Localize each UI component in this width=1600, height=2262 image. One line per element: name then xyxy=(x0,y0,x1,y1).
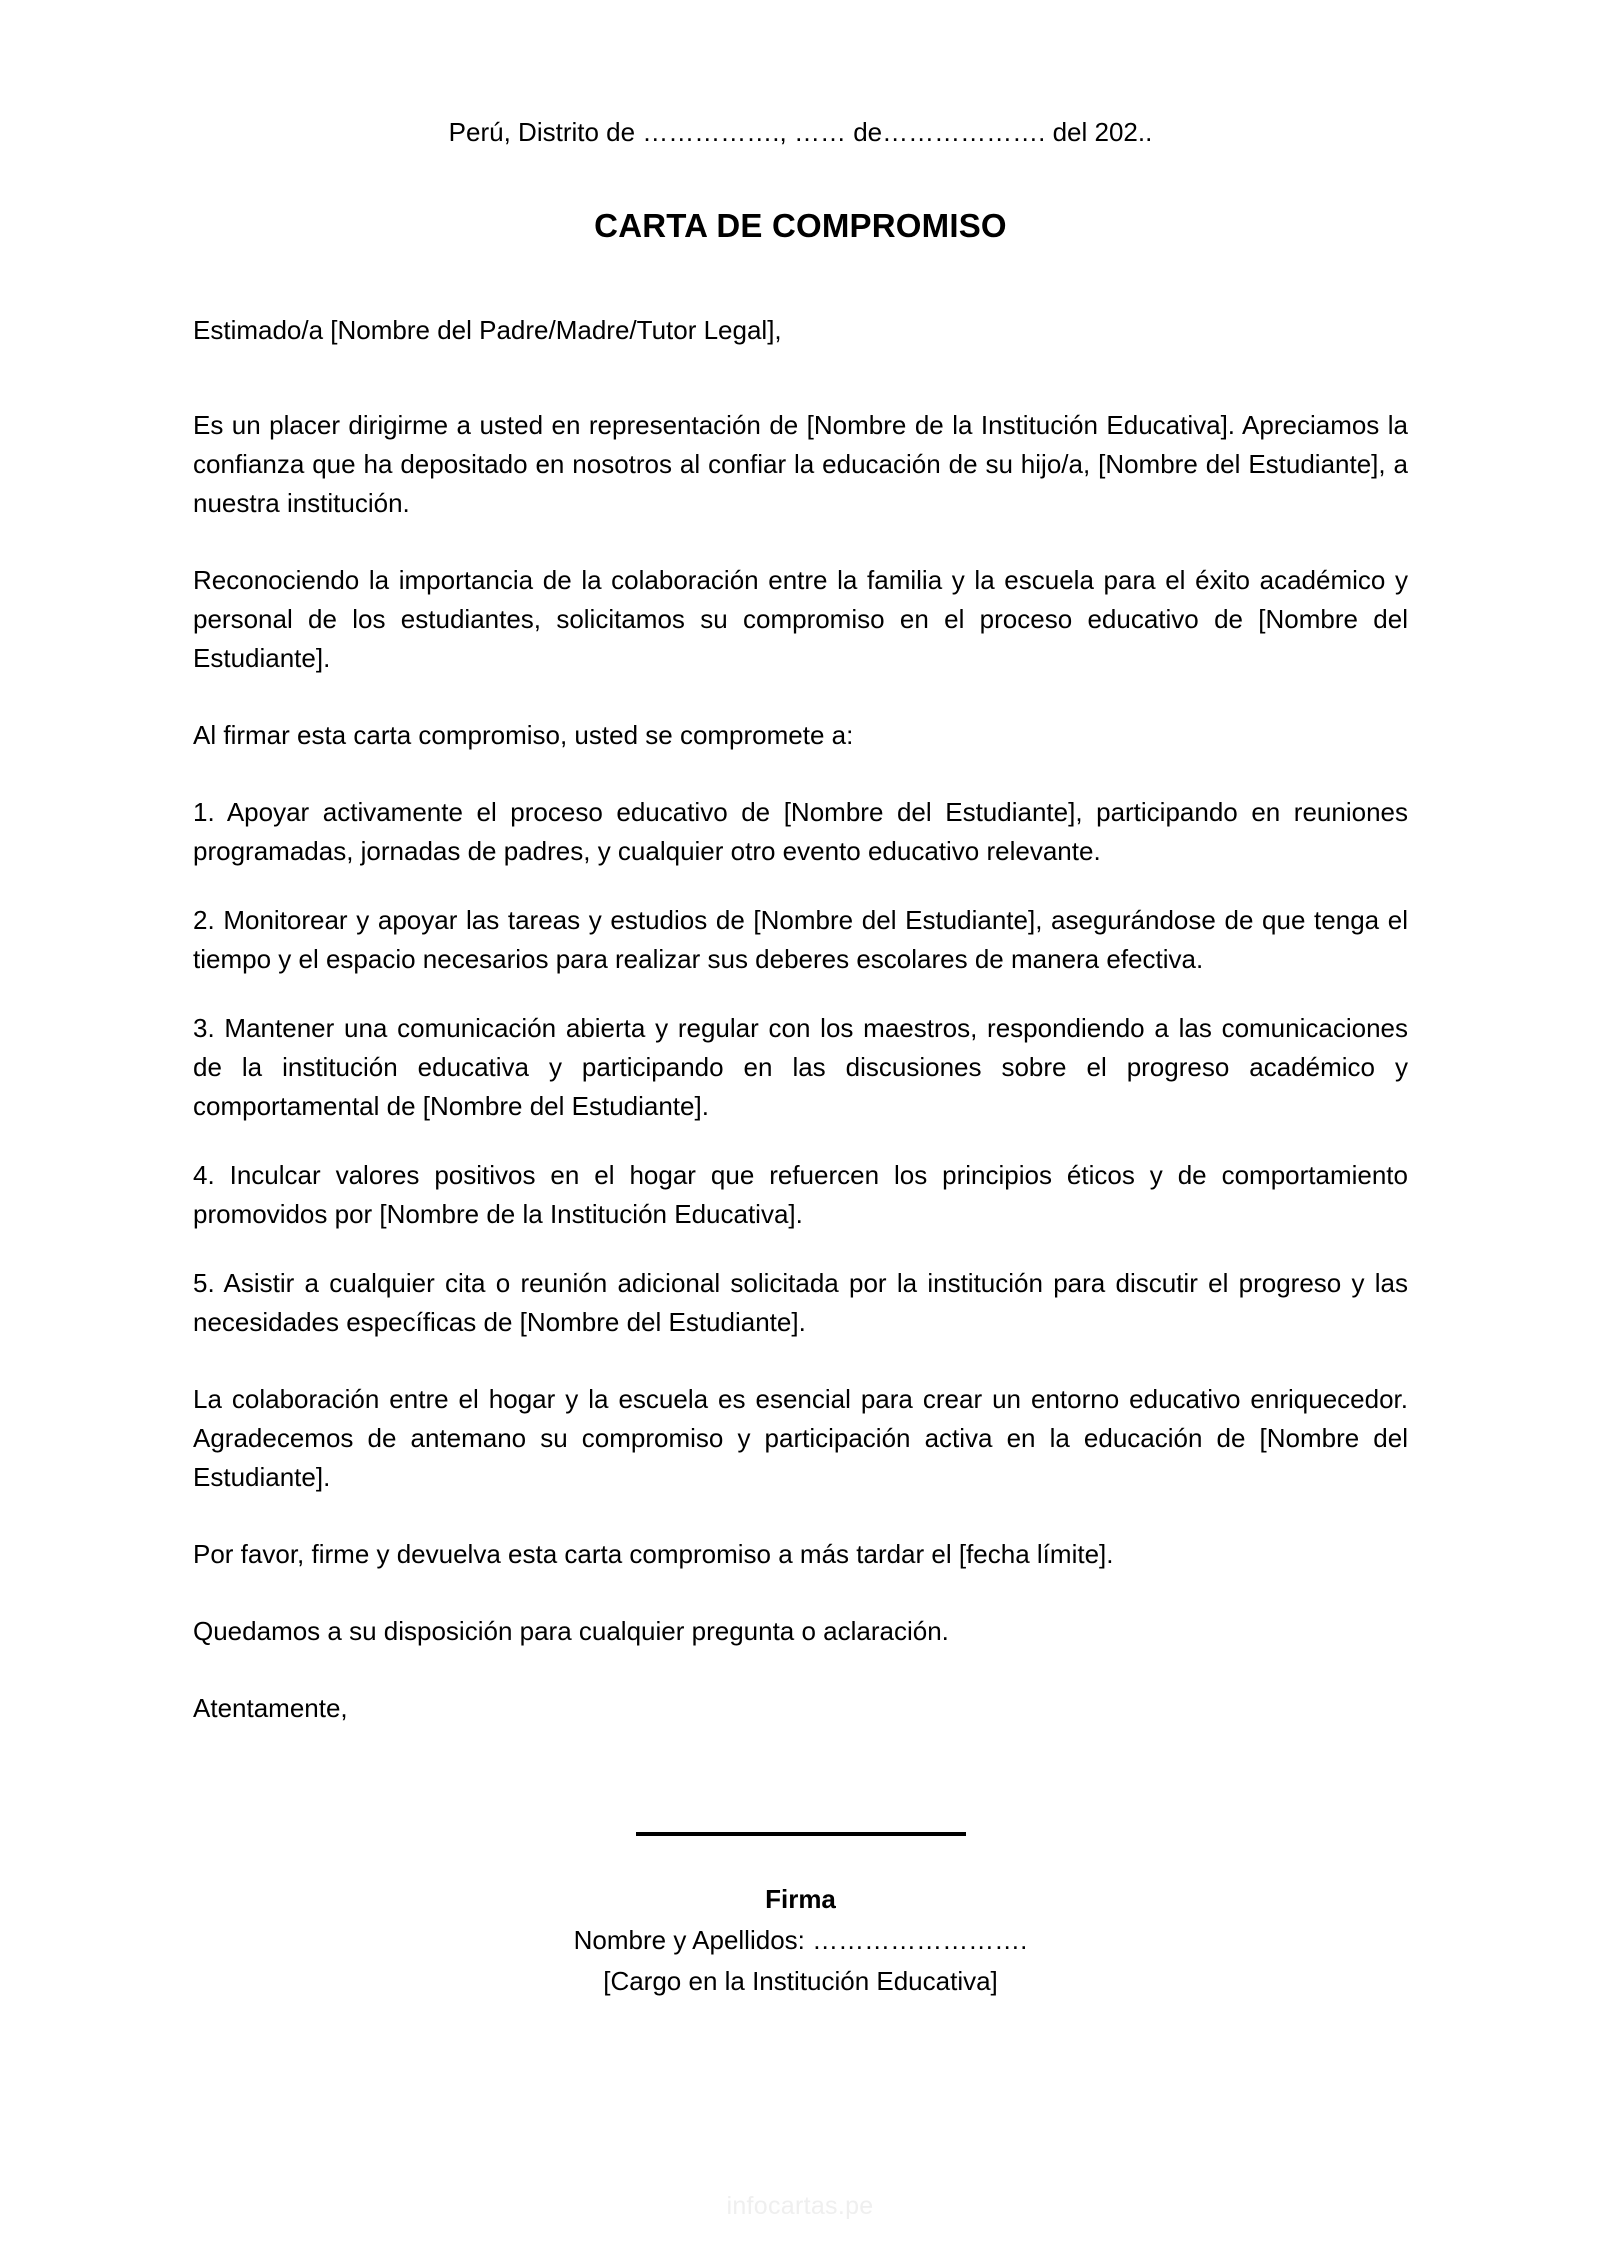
commitment-item: 1. Apoyar activamente el proceso educativo de [Nombre del Estudiante], participando en reuniones programadas, jornadas de padres, y cualquier otro evento educativo relevante. xyxy=(193,796,1408,866)
signature-name-field: Nombre y Apellidos: ……………………. xyxy=(573,1924,1028,1955)
spacer xyxy=(193,1342,1408,1380)
spacer xyxy=(193,523,1408,561)
closing-paragraph: La colaboración entre el hogar y la escuela es esencial para crear un entorno educativo enriquecedor. Agradecemos de antemano su compromiso y participación activa en la educación de [Nombre del Estudiante]. xyxy=(193,1383,1408,1492)
valediction: Atentamente, xyxy=(193,1692,348,1723)
spacer xyxy=(193,979,1408,1009)
spacer xyxy=(193,350,1408,406)
signature-line-wrapper xyxy=(193,1728,1408,1844)
spacer xyxy=(193,245,1408,311)
page-title: CARTA DE COMPROMISO xyxy=(594,206,1007,244)
signature-rule xyxy=(636,1832,966,1836)
commitment-item: 4. Inculcar valores positivos en el hogar que refuercen los principios éticos y de comportamiento promovidos por [Nombre de la Institución Educativa]. xyxy=(193,1159,1408,1229)
salutation: Estimado/a [Nombre del Padre/Madre/Tutor Legal], xyxy=(193,314,782,345)
body-paragraph: Es un placer dirigirme a usted en representación de [Nombre de la Institución Educativa]. Apreciamos la confianza que ha depositado en nosotros al confiar la educación de su hijo/a, [Nombre del Estudiante], a nuestra institución. xyxy=(193,409,1408,518)
closing-paragraph: Por favor, firme y devuelva esta carta compromiso a más tardar el [fecha límite]. xyxy=(193,1538,1114,1569)
signature-role-label: [Cargo en la Institución Educativa] xyxy=(603,1965,998,1996)
spacer xyxy=(193,1651,1408,1689)
spacer xyxy=(193,1126,1408,1156)
spacer xyxy=(193,871,1408,901)
watermark: infocartas.pe xyxy=(726,2192,874,2220)
closing-paragraph: Quedamos a su disposición para cualquier pregunta o aclaración. xyxy=(193,1615,949,1646)
date-line: Perú, Distrito de ……………., …… de………………. del 202.. xyxy=(448,117,1153,147)
signature-block xyxy=(193,1728,1408,1999)
commitment-item: 5. Asistir a cualquier cita o reunión adicional solicitada por la institución para discutir el progreso y las necesidades específicas de [Nombre del Estudiante]. xyxy=(193,1267,1408,1337)
body-paragraph: Reconociendo la importancia de la colaboración entre la familia y la escuela para el éxito académico y personal de los estudiantes, solicitamos su compromiso en el proceso educativo de [Nombre del Estudiante]. xyxy=(193,564,1408,673)
spacer xyxy=(193,1574,1408,1612)
spacer xyxy=(193,755,1408,793)
commitment-item: 2. Monitorear y apoyar las tareas y estudios de [Nombre del Estudiante], asegurándose de que tenga el tiempo y el espacio necesarios para realizar sus deberes escolares de manera efectiva. xyxy=(193,904,1408,974)
signature-firma-label: Firma xyxy=(765,1883,836,1914)
commitments-intro: Al firmar esta carta compromiso, usted se compromete a: xyxy=(193,719,854,750)
spacer xyxy=(193,1234,1408,1264)
spacer xyxy=(193,678,1408,716)
spacer xyxy=(193,1497,1408,1535)
document-content xyxy=(193,0,1408,1999)
commitment-item: 3. Mantener una comunicación abierta y regular con los maestros, respondiendo a las comunicaciones de la institución educativa y participando en las discusiones sobre el progreso académico y comportamental de [Nombre del Estudiante]. xyxy=(193,1012,1408,1121)
